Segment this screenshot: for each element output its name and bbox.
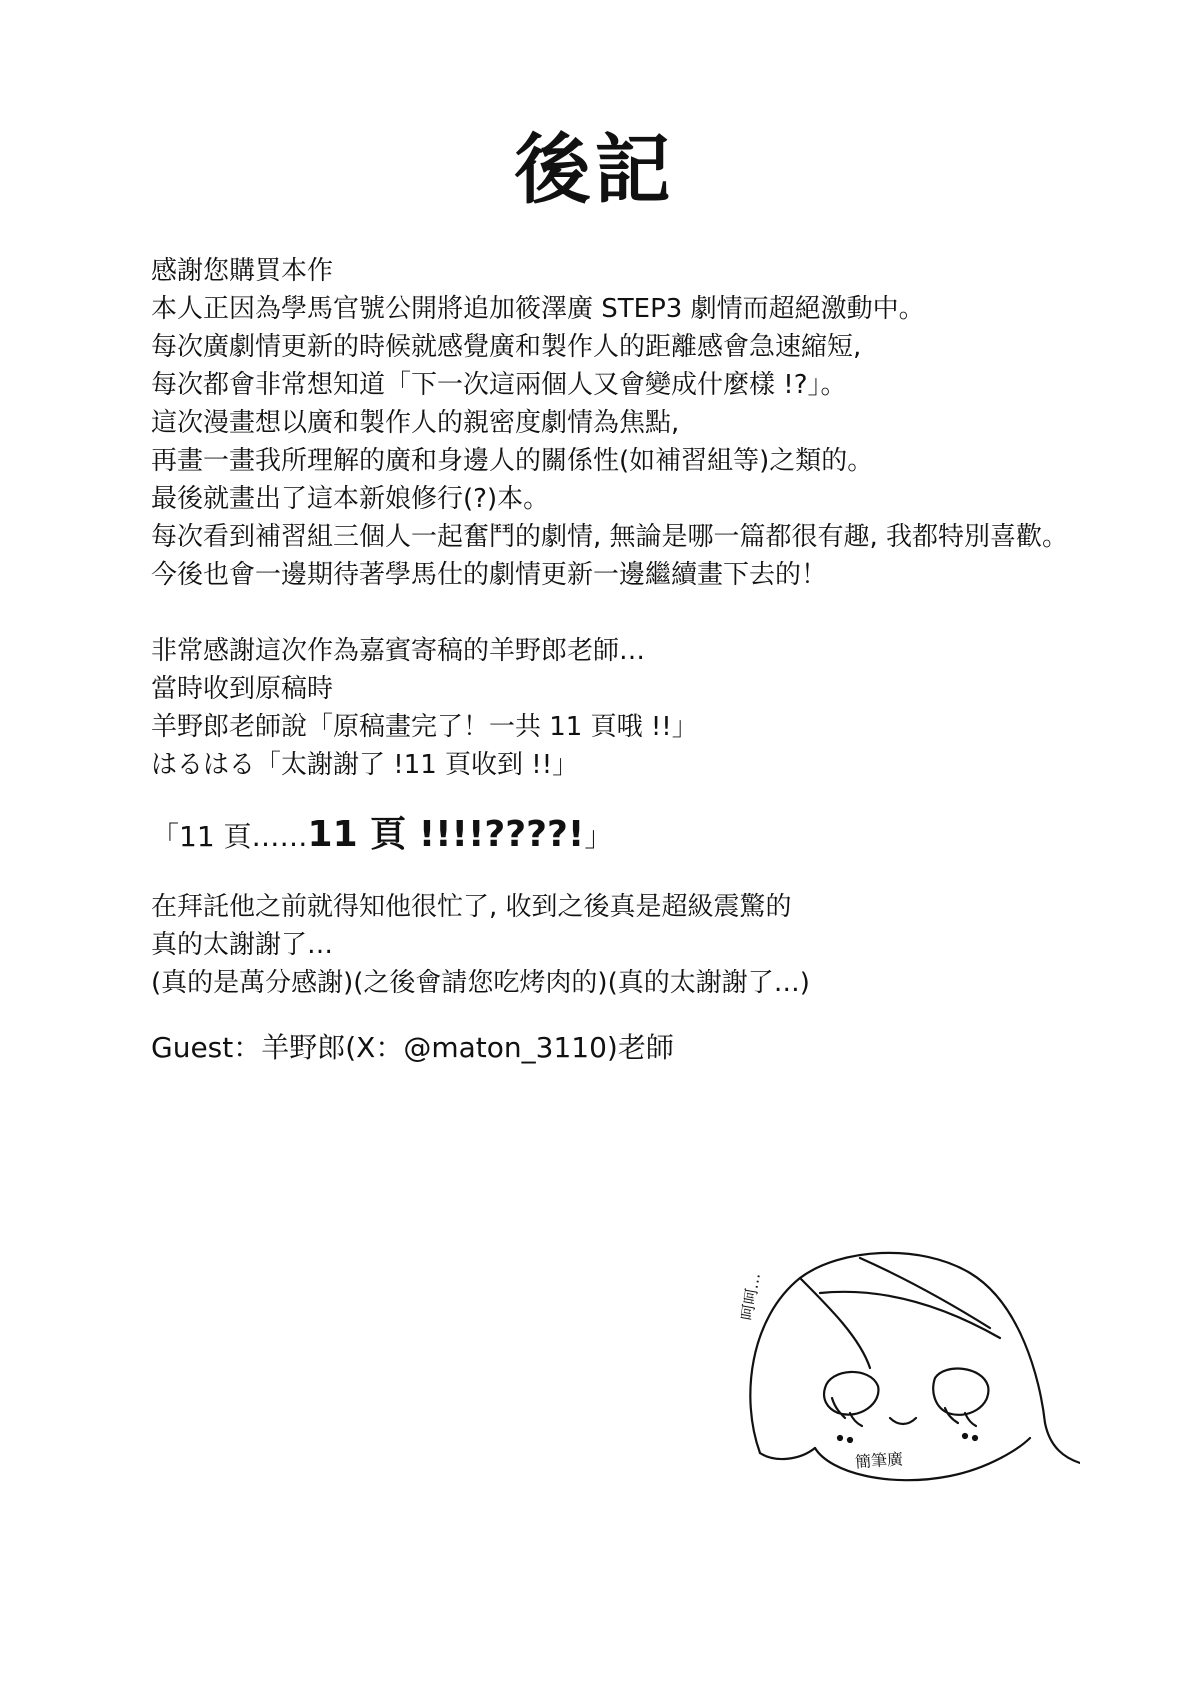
spacer [151,1002,1161,1028]
spacer [151,862,1161,888]
text-line: 在拜託他之前就得知他很忙了, 收到之後真是超級震驚的 [151,892,792,922]
text-line: 這次漫畫想以廣和製作人的親密度劇情為焦點, [151,408,680,438]
text-line: 本人正因為學馬官號公開將追加筱澤廣 STEP3 劇情而超絕激動中。 [151,294,925,324]
text-line: 再畫一畫我所理解的廣和身邊人的關係性(如補習組等)之類的。 [151,446,874,476]
page-title: 後記 [514,125,675,214]
text-line: 每次廣劇情更新的時候就感覺廣和製作人的距離感會急速縮短, [151,332,862,362]
text-line: 感謝您購買本作 [151,256,334,286]
text-line: 每次看到補習組三個人一起奮鬥的劇情, 無論是哪一篇都很有趣, 我都特別喜歡。 [151,522,1069,552]
spacer [151,784,1161,810]
text-line: はるはる「太謝謝了 !11 頁收到 !!」 [151,750,579,780]
text-line: 羊野郎老師說「原稿畫完了！一共 11 頁哦 !!」 [151,712,698,742]
text-line: (真的是萬分感謝)(之後會請您吃烤肉的)(真的太謝謝了…) [151,968,810,998]
doodle-caption: 簡筆廣 [854,1449,904,1472]
text-line: 當時收到原稿時 [151,674,334,704]
guest-credit: Guest：羊野郎(X：@maton_3110)老師 [151,1031,674,1064]
paragraph-thanks [151,252,1161,594]
spacer [151,594,1161,632]
emphasis-big: 11 頁 !!!!????! [307,814,585,855]
text-line: 真的太謝謝了… [151,930,334,960]
afterword-body [151,252,1161,1068]
paragraph-guest-thanks [151,632,1161,784]
text-line: 非常感謝這次作為嘉賓寄稿的羊野郎老師… [151,636,646,666]
text-line: 最後就畫出了這本新娘修行(?)本。 [151,484,550,514]
text-line: 每次都會非常想知道「下一次這兩個人又會變成什麼樣 !?」。 [151,370,847,400]
emphasis-suffix: 」 [584,820,613,853]
emphasis-prefix: 「11 頁…… [151,820,308,853]
emphasis-line [151,810,1161,862]
text-line: 今後也會一邊期待著學馬仕的劇情更新一邊繼續畫下去的！ [151,560,828,590]
doodle-sound-text: 呵呵… [736,1271,765,1322]
paragraph-surprise [151,888,1161,1002]
